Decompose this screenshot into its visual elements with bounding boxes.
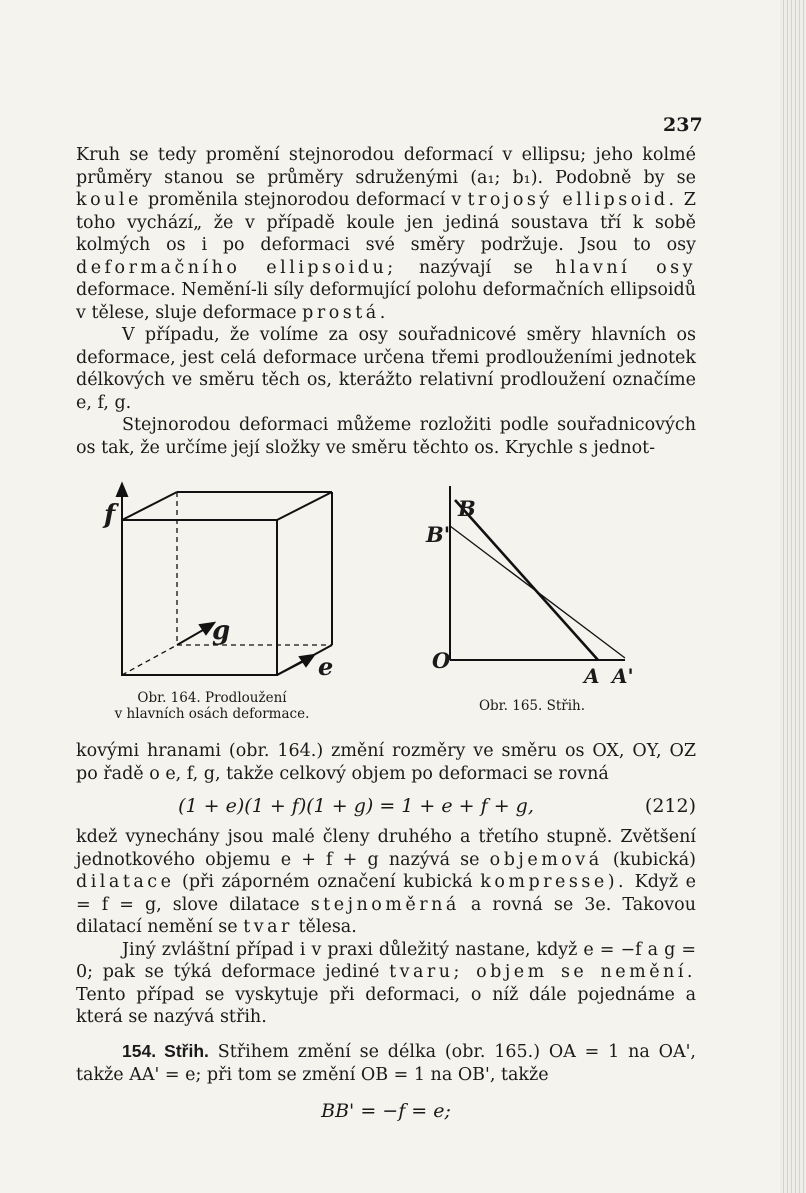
fig165-line-BprimeAprime (450, 526, 625, 658)
fig164-caption (94, 690, 330, 722)
figure-165-shear (450, 486, 625, 660)
axis-e-arrowhead (300, 655, 314, 666)
fig164-label-f: f (104, 500, 116, 530)
p6-text-b: Tento případ se vyskytuje při deformaci, o níž dále pojednáme a která se nazývá střih. (76, 984, 696, 1027)
p5-text-f: tělesa. (298, 917, 357, 937)
p1-emph-hlavni-osy: hlavní osy (555, 257, 696, 278)
paragraph-1 (76, 144, 696, 459)
p5-emph-tvar: tvar (243, 917, 293, 937)
paragraph-4: kovými hranami (obr. 164.) změní rozměry ve směru os OX, OY, OZ po řadě o e, f, g, takže celkový objem po deformaci se rovná (76, 741, 696, 784)
equation-212-body: (1 + e)(1 + f)(1 + g) = 1 + e + f + g, (178, 795, 534, 817)
paragraph-4-block (76, 740, 696, 785)
cube-edge-tl (122, 492, 177, 520)
p5-emph-komprese: kompresse). (480, 872, 628, 892)
p1-emph-prosta: prostá. (302, 302, 389, 323)
section-154-title: 154. Střih. (122, 1041, 209, 1061)
p1-emph-deformacniho: deformačního ellipsoidu; (76, 257, 397, 278)
fig165-label-A: A (584, 664, 600, 688)
equation-last: BB' = −f = e; (321, 1100, 451, 1122)
p5-emph-objemova: objemová (489, 849, 603, 870)
p6-text-a: Jiný zvláštní případ i v praxi důležitý nastane, když e = −f a g = 0; pak se týká deformace jediné (76, 939, 696, 982)
p5-emph-stejnomerna: stejnoměrná (310, 894, 460, 915)
cube-hidden-diagonal (122, 645, 177, 675)
p5-text-e: a rovná se 3e. Takovou dilatací nemění se (76, 894, 696, 937)
p1-text-b: proměnila stejnorodou deformací v (148, 190, 462, 210)
paragraph-3: Stejnorodou deformaci můžeme rozložiti podle souřadnicových os tak, že určíme její složky ve směru těchto os. Krychle s jednot- (76, 415, 696, 458)
fig164-label-g: g (212, 616, 231, 646)
p1-emph-trojosy: trojosý ellipsoid. (467, 190, 678, 210)
fig164-label-e: e (318, 652, 334, 681)
p5-text-a: kdež vynechány jsou malé členy druhého a třetího stupně. Zvětšení jednotkového objemu e + f + g nazývá se (76, 827, 696, 870)
figures-row (0, 478, 806, 728)
cube-front-face (122, 520, 277, 675)
figure-164-cube (117, 484, 332, 675)
section-154 (76, 1040, 696, 1086)
fig165-line-BA (455, 500, 598, 660)
p5-emph-dilatace: dilatace (76, 872, 175, 892)
p1-text-a: Kruh se tedy promění stejnorodou deformací v ellipsu; jeho kolmé průměry stanou se průměry sdruženými (a₁; b₁). Podobně by se (76, 145, 696, 188)
fig165-label-A-prime: A' (612, 664, 634, 688)
fig164-caption-line1: Obr. 164. Prodloužení (137, 690, 287, 706)
equation-212 (76, 795, 696, 817)
paragraph-5-block (76, 826, 696, 1029)
fig165-caption: Obr. 165. Střih. (478, 698, 586, 714)
p1-emph-koule: koule (76, 190, 142, 210)
fig165-label-B-prime: B' (426, 522, 451, 547)
axis-f-arrowhead (117, 484, 127, 496)
p1-text-d: nazývají se (418, 257, 533, 278)
equation-212-number: (212) (644, 795, 696, 817)
fig164-caption-line2: v hlavních osách deformace. (114, 706, 310, 722)
p1-text-e: deformace. Nemění-li síly deformující polohu deformačních ellipsoidů v tělese, sluje deformace (76, 280, 696, 323)
p5-text-d: Když e = f = g, slove dilatace (76, 872, 696, 915)
paragraph-2: V případu, že volíme za osy souřadnicové směry hlavních os deformace, jest celá deformace určena třemi prodlouženími jednotek délkových ve směru těch os, kterážto relativní prodloužení označíme e, f, g. (76, 325, 696, 413)
p5-text-c: (při záporném označení kubická (182, 872, 473, 892)
p5-text-b: (kubická) (612, 849, 696, 870)
fig165-label-O: O (432, 648, 451, 673)
cube-edge-tr (277, 492, 332, 520)
fig165-label-B: B (458, 496, 476, 521)
p6-emph-tvaru: tvaru; objem se nemění. (389, 962, 696, 982)
section-154-text: Střihem změní se délka (obr. 165.) OA = 1 na OA', takže AA' = e; při tom se změní OB = 1 na OB', takže (76, 1042, 696, 1085)
p1-text-c: Z toho vychází„ že v případě koule jen jediná soustava tří k sobě kolmých os i po deformaci své směry podržuje. Jsou to osy (76, 190, 696, 255)
page-number: 237 (663, 114, 703, 136)
